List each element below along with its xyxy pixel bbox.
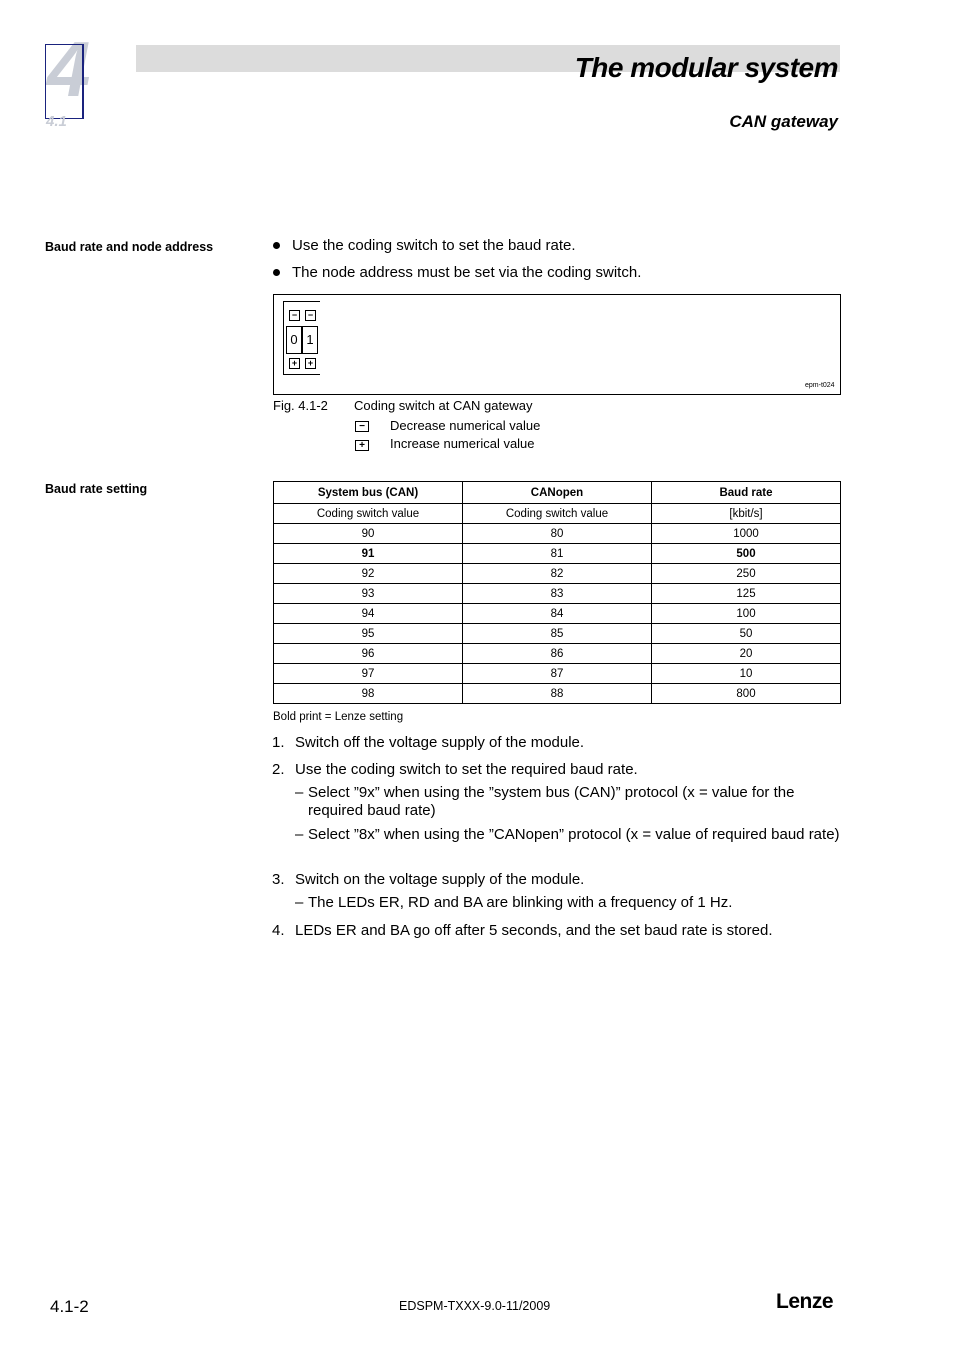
bullet-dot-icon — [273, 269, 280, 276]
minus-key-icon: − — [355, 421, 369, 432]
dash-marker: – — [295, 826, 304, 843]
table-cell: 94 — [274, 604, 463, 624]
bullet-item — [273, 264, 641, 281]
bullet-text: Use the coding switch to set the baud rate. — [292, 237, 576, 254]
page-number: 4.1-2 — [50, 1297, 89, 1316]
document-id: EDSPM-TXXX-9.0-11/2009 — [399, 1299, 551, 1313]
step-number: 2. — [272, 761, 285, 778]
minus-key-icon: − — [289, 310, 300, 321]
table-row — [274, 544, 841, 564]
table-cell: 87 — [463, 664, 652, 684]
table-row — [274, 564, 841, 584]
table-header: System bus (CAN) — [274, 482, 463, 504]
step-number: 1. — [272, 734, 285, 751]
step-text: Switch on the voltage supply of the module. — [295, 871, 585, 888]
table-cell: 80 — [463, 524, 652, 544]
table-header-row — [274, 482, 841, 504]
step-text: Use the coding switch to set the required baud rate. — [295, 761, 638, 778]
step-text: LEDs ER and BA go off after 5 seconds, and the set baud rate is stored. — [295, 922, 773, 939]
table-cell: 97 — [274, 664, 463, 684]
dash-marker: – — [295, 784, 304, 801]
table-row — [274, 604, 841, 624]
chapter-section: 4.1 — [46, 113, 67, 130]
table-cell: 90 — [274, 524, 463, 544]
table-subheader: Coding switch value — [463, 504, 652, 524]
table-cell: 98 — [274, 684, 463, 704]
table-row — [274, 524, 841, 544]
table-cell: 88 — [463, 684, 652, 704]
dash-marker: – — [295, 894, 304, 911]
legend-text: Increase numerical value — [390, 436, 535, 451]
plus-key-icon: + — [289, 358, 300, 369]
table-cell: 125 — [652, 584, 841, 604]
table-row — [274, 584, 841, 604]
step-number: 3. — [272, 871, 285, 888]
switch-digit: 0 — [286, 326, 302, 354]
table-cell: 83 — [463, 584, 652, 604]
plus-key-icon: + — [305, 358, 316, 369]
step-number: 4. — [272, 922, 285, 939]
figure-number: Fig. 4.1-2 — [273, 398, 328, 413]
table-cell: 50 — [652, 624, 841, 644]
table-header: CANopen — [463, 482, 652, 504]
table-cell: 85 — [463, 624, 652, 644]
table-note: Bold print = Lenze setting — [273, 711, 404, 723]
side-heading-baud-node: Baud rate and node address — [45, 240, 214, 254]
table-cell: 86 — [463, 644, 652, 664]
switch-digit: 1 — [302, 326, 318, 354]
figure-caption: Coding switch at CAN gateway — [354, 398, 533, 413]
table-subheader: [kbit/s] — [652, 504, 841, 524]
table-header: Baud rate — [652, 482, 841, 504]
table-cell: 91 — [274, 544, 463, 564]
page-subtitle: CAN gateway — [729, 112, 838, 131]
table-row — [274, 684, 841, 704]
table-cell: 96 — [274, 644, 463, 664]
baud-rate-table — [273, 481, 841, 704]
bullet-text: The node address must be set via the coding switch. — [292, 264, 642, 281]
minus-key-icon: − — [305, 310, 316, 321]
page-title: The modular system — [574, 52, 838, 83]
lenze-logo: Lenze — [776, 1290, 834, 1313]
step-text: Switch off the voltage supply of the module. — [295, 734, 585, 751]
table-cell: 93 — [274, 584, 463, 604]
table-cell: 800 — [652, 684, 841, 704]
table-subheader-row — [274, 504, 841, 524]
table-subheader: Coding switch value — [274, 504, 463, 524]
table-cell: 84 — [463, 604, 652, 624]
figure-code: epm-t024 — [805, 382, 835, 389]
table-row — [274, 624, 841, 644]
chapter-number: 4 — [47, 25, 91, 113]
table-cell: 100 — [652, 604, 841, 624]
table-cell: 10 — [652, 664, 841, 684]
table-cell: 92 — [274, 564, 463, 584]
table-cell: 250 — [652, 564, 841, 584]
table-row — [274, 644, 841, 664]
table-cell: 20 — [652, 644, 841, 664]
plus-key-icon: + — [355, 440, 369, 451]
substep-text: The LEDs ER, RD and BA are blinking with a frequency of 1 Hz. — [308, 894, 733, 911]
substep-text: Select ”9x” when using the ”system bus (CAN)” protocol (x = value for the required baud rate) — [308, 784, 795, 819]
table-row — [274, 664, 841, 684]
figure-frame — [273, 294, 841, 395]
substep-text: Select ”8x” when using the ”CANopen” protocol (x = value of required baud rate) — [308, 826, 840, 843]
table-cell: 81 — [463, 544, 652, 564]
legend-text: Decrease numerical value — [390, 418, 541, 433]
chapter-box — [45, 44, 84, 119]
table-cell: 82 — [463, 564, 652, 584]
table-cell: 1000 — [652, 524, 841, 544]
table-cell: 500 — [652, 544, 841, 564]
bullet-dot-icon — [273, 242, 280, 249]
table-cell: 95 — [274, 624, 463, 644]
bullet-item — [273, 237, 576, 254]
side-heading-baud-setting: Baud rate setting — [45, 482, 148, 496]
